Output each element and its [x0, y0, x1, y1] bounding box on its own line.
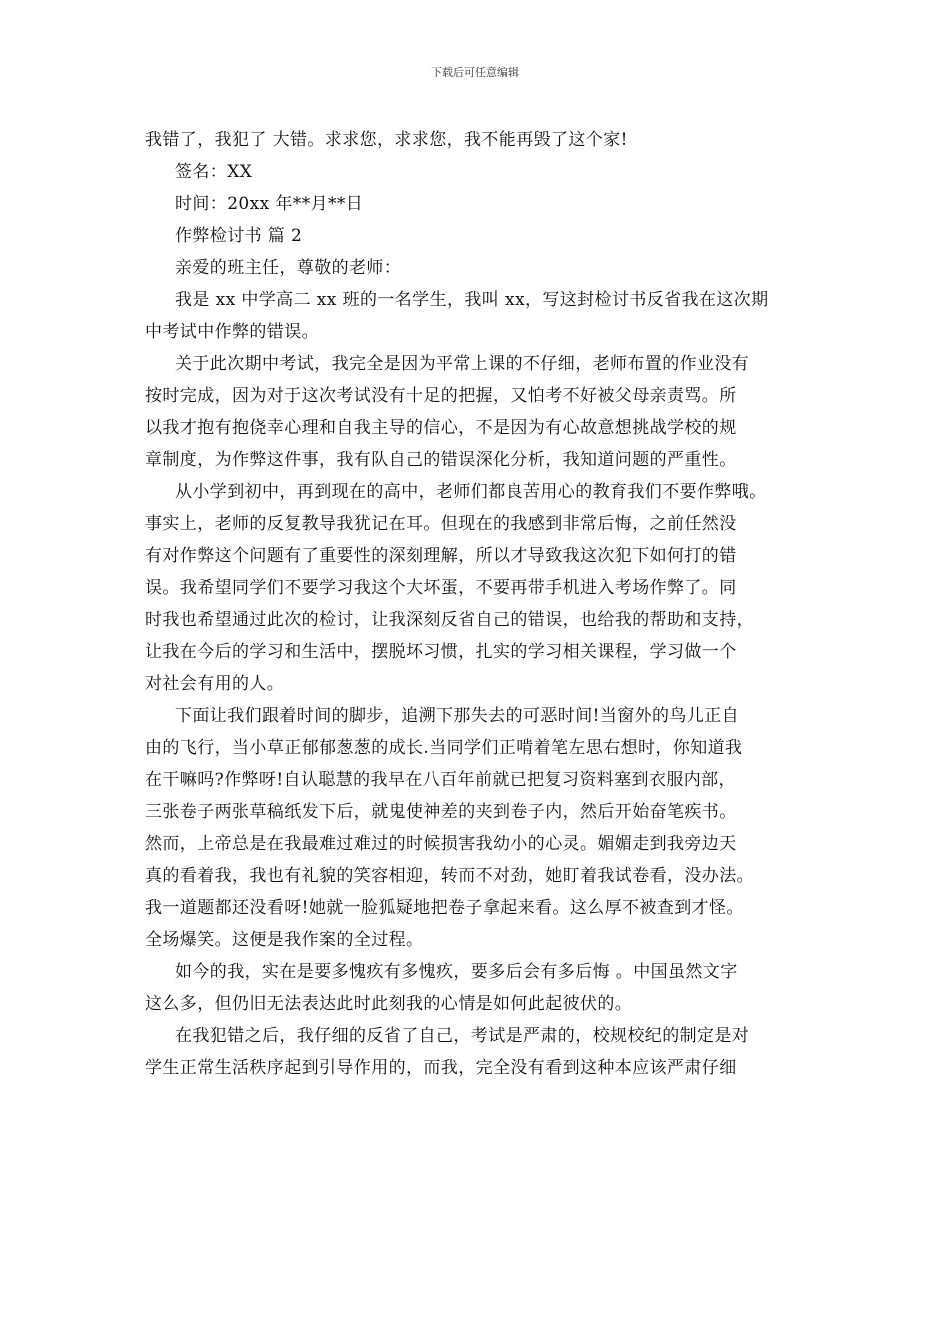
text-line: 从小学到初中，再到现在的高中，老师们都良苦用心的教育我们不要作弊哦。 — [175, 482, 767, 502]
text-line: 签名：XX — [175, 162, 253, 182]
text-line: 我错了，我犯了 大错。求求您，求求您，我不能再毁了这个家! — [145, 130, 628, 150]
text-line: 在我犯错之后，我仔细的反省了自己，考试是严肃的，校规校纪的制定是对 — [175, 1026, 750, 1046]
text-line: 真的看着我，我也有礼貌的笑容相迎，转而不对劲，她盯着我试卷看，没办法。 — [145, 866, 754, 886]
text-line: 亲爱的班主任，尊敬的老师： — [175, 258, 402, 278]
text-line: 中考试中作弊的错误。 — [145, 322, 319, 342]
text-line: 关于此次期中考试，我完全是因为平常上课的不仔细，老师布置的作业没有 — [175, 354, 750, 374]
text-line: 时我也希望通过此次的检讨，让我深刻反省自己的错误，也给我的帮助和支持， — [145, 610, 754, 630]
text-line: 对社会有用的人。 — [145, 674, 285, 694]
text-line: 我是 xx 中学高二 xx 班的一名学生，我叫 xx，写这封检讨书反省我在这次期 — [175, 290, 769, 310]
text-line: 有对作弊这个问题有了重要性的深刻理解，所以才导致我这次犯下如何打的错 — [145, 546, 737, 566]
text-line: 学生正常生活秩序起到引导作用的，而我，完全没有看到这种本应该严肃仔细 — [145, 1058, 737, 1078]
text-line: 由的飞行，当小草正郁郁葱葱的成长.当同学们正啃着笔左思右想时，你知道我 — [145, 738, 743, 758]
text-line: 三张卷子两张草稿纸发下后，就鬼使神差的夹到卷子内，然后开始奋笔疾书。 — [145, 802, 737, 822]
text-line: 以我才抱有抱侥幸心理和自我主导的信心，不是因为有心故意想挑战学校的规 — [145, 418, 737, 438]
text-line: 误。我希望同学们不要学习我这个大坏蛋，不要再带手机进入考场作弊了。同 — [145, 578, 737, 598]
text-line: 下面让我们跟着时间的脚步，追溯下那失去的可恶时间!当窗外的鸟儿正自 — [175, 706, 740, 726]
text-line: 章制度，为作弊这件事，我有队自己的错误深化分析，我知道问题的严重性。 — [145, 450, 737, 470]
text-line: 时间：20xx 年**月**日 — [175, 194, 364, 214]
text-line: 作弊检讨书 篇 2 — [175, 226, 303, 246]
text-line: 我一道题都还没看呀!她就一脸狐疑地把卷子拿起来看。这么厚不被查到才怪。 — [145, 898, 744, 918]
text-line: 事实上，老师的反复教导我犹记在耳。但现在的我感到非常后悔，之前任然没 — [145, 514, 737, 534]
text-line: 然而，上帝总是在我最难过难过的时候损害我幼小的心灵。媚媚走到我旁边天 — [145, 834, 737, 854]
text-line: 全场爆笑。这便是我作案的全过程。 — [145, 930, 424, 950]
document-body — [145, 124, 810, 1084]
text-line: 如今的我，实在是要多愧疚有多愧疚，要多后会有多后悔 。中国虽然文字 — [175, 962, 738, 982]
page-header: 下载后可任意编辑 — [431, 66, 519, 79]
text-line: 这么多，但仍旧无法表达此时此刻我的心情是如何此起彼伏的。 — [145, 994, 633, 1014]
text-line: 按时完成，因为对于这次考试没有十足的把握，又怕考不好被父母亲责骂。所 — [145, 386, 737, 406]
text-line: 在干嘛吗?作弊呀!自认聪慧的我早在八百年前就已把复习资料塞到衣服内部， — [145, 770, 736, 790]
text-line: 让我在今后的学习和生活中，摆脱坏习惯，扎实的学习相关课程，学习做一个 — [145, 642, 737, 662]
